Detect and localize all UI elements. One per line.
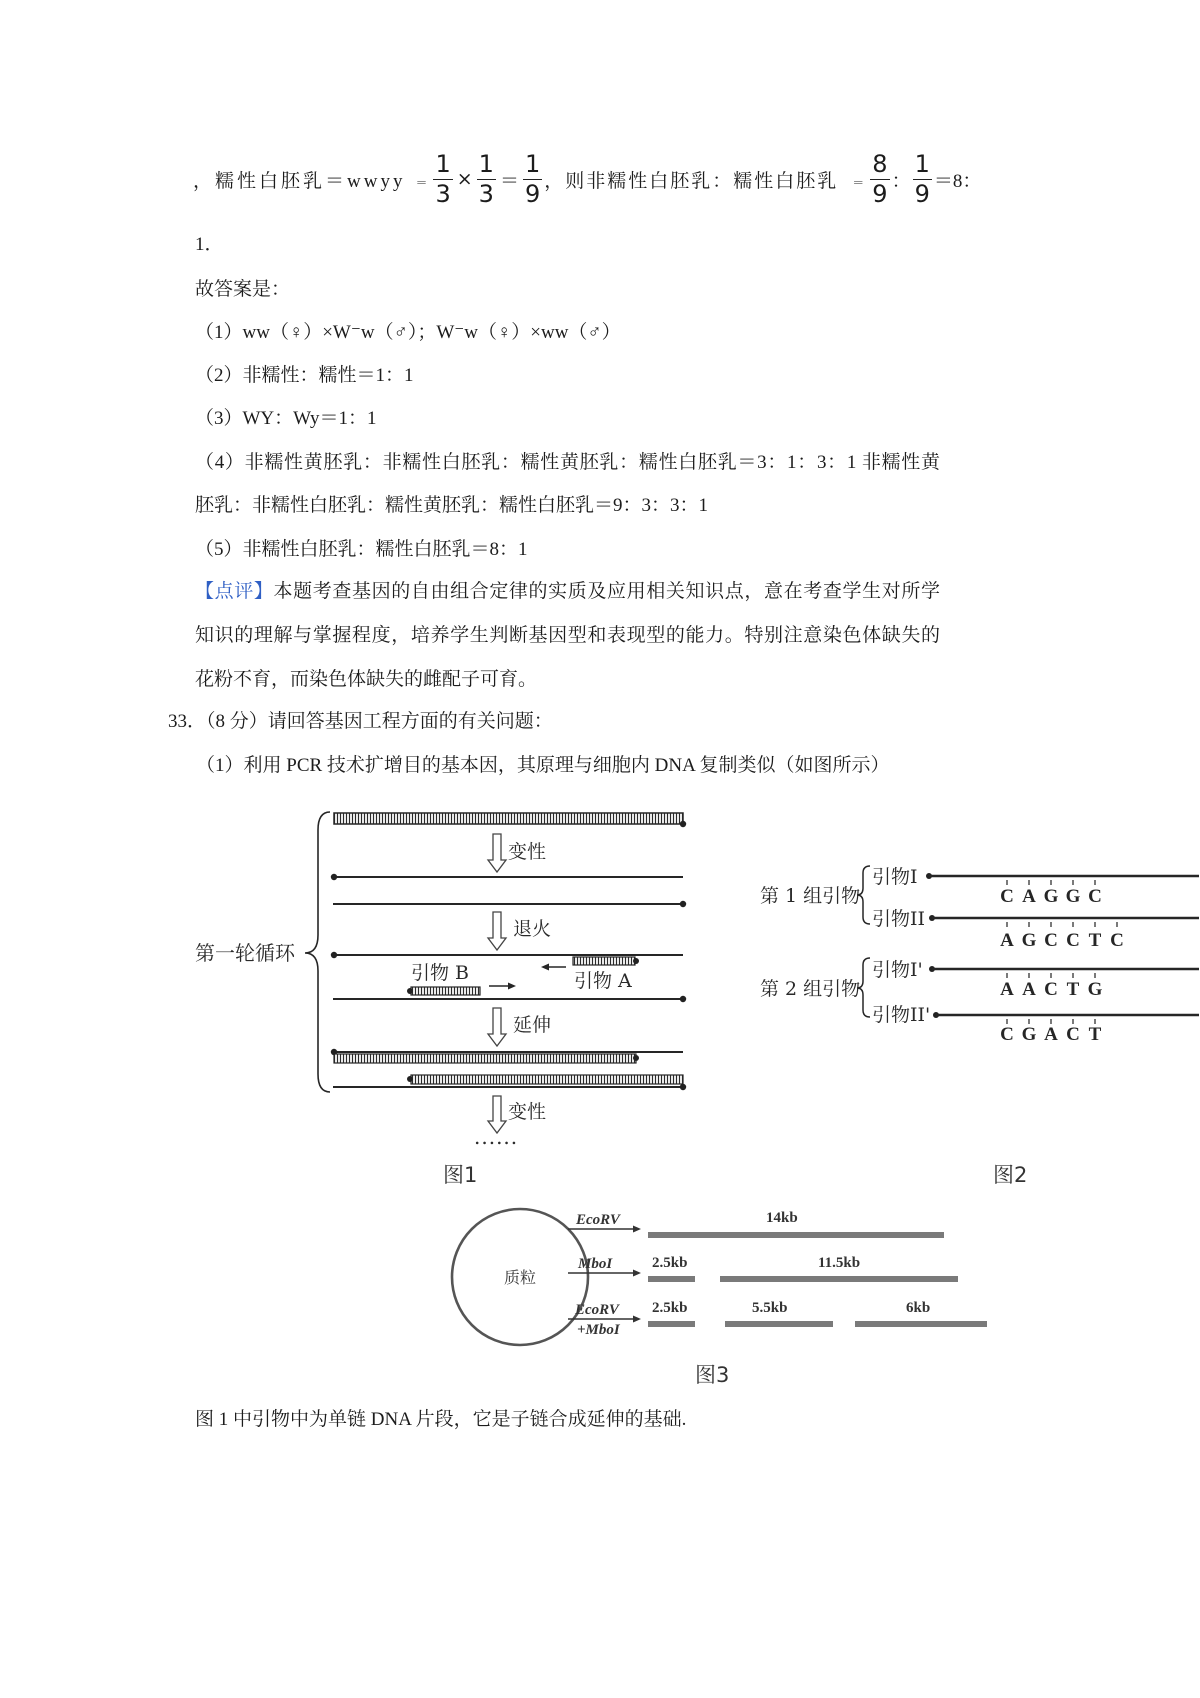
down-arrow-icon bbox=[488, 1008, 506, 1046]
fraction-a bbox=[433, 151, 452, 208]
equation-text-start: ，糯性白胚乳＝wwyy bbox=[193, 170, 406, 192]
figure-1-pcr-diagram bbox=[180, 800, 700, 1155]
review-tag: 【点评】 bbox=[195, 581, 274, 602]
primer-a-label: 引物 A bbox=[574, 970, 632, 992]
fraction-numerator: 8 bbox=[872, 149, 888, 178]
base-pair-ticks bbox=[1007, 973, 1095, 978]
figure-2-primer-groups bbox=[750, 850, 1200, 1050]
strand-end-dot bbox=[680, 821, 686, 827]
arrow-head-icon bbox=[633, 1226, 641, 1233]
group-1-label: 第 1 组引物 bbox=[760, 885, 861, 907]
fragment-bar bbox=[648, 1276, 695, 1282]
fraction-b bbox=[477, 151, 496, 208]
group-1-primer-1-sequence: CAGGC bbox=[1000, 886, 1102, 907]
answer-intro: 故答案是： bbox=[195, 279, 291, 300]
group-2-primer-1-label: 引物I' bbox=[872, 959, 923, 981]
answer-line-1: （1）ww（♀）×W⁻w（♂）；W⁻w（♀）×ww（♂） bbox=[195, 322, 621, 343]
fraction-numerator: 1 bbox=[914, 149, 930, 178]
review-line-1 bbox=[195, 580, 940, 604]
strand-end-dot bbox=[331, 874, 337, 880]
answer-line-5: （5）非糯性白胚乳：糯性白胚乳＝8：1 bbox=[195, 539, 528, 560]
answer-line-4: （4）非糯性黄胚乳：非糯性白胚乳：糯性黄胚乳：糯性白胚乳＝3：1：3：1 非糯性黄 bbox=[195, 452, 940, 473]
strand-end-dot bbox=[633, 958, 639, 964]
fraction-numerator: 1 bbox=[435, 149, 451, 178]
equals-sign: ＝ bbox=[499, 169, 519, 192]
step-extend-label: 延伸 bbox=[513, 1014, 552, 1036]
equals-small: ＝ bbox=[415, 175, 428, 190]
fragment-bar bbox=[648, 1321, 695, 1327]
group-2-primer-2-label: 引物II' bbox=[872, 1004, 931, 1026]
fragment-label: 2.5kb bbox=[652, 1255, 688, 1271]
question-33-after-figures: 图 1 中引物中为单链 DNA 片段，它是子链合成延伸的基础. bbox=[195, 1409, 687, 1430]
fragment-label: 11.5kb bbox=[818, 1255, 861, 1271]
fraction-denominator: 3 bbox=[435, 179, 451, 208]
group-2-brace bbox=[857, 958, 870, 1017]
fragment-label: 6kb bbox=[906, 1300, 931, 1316]
step-denature-label: 变性 bbox=[508, 841, 547, 863]
strand-end-dot bbox=[680, 1084, 686, 1090]
figure-1-caption: 图1 bbox=[443, 1163, 478, 1187]
strand-end-dot bbox=[680, 901, 686, 907]
fraction-denominator: 9 bbox=[872, 179, 888, 208]
digest-1-enzyme: EcoRV bbox=[576, 1212, 620, 1228]
base-pair-ticks bbox=[1007, 880, 1095, 885]
review-line-2: 知识的理解与掌握程度，培养学生判断基因型和表现型的能力。特别注意染色体缺失的 bbox=[195, 625, 940, 646]
plasmid-label: 质粒 bbox=[503, 1268, 537, 1287]
fraction-numerator: 1 bbox=[524, 149, 541, 178]
strand-end-dot bbox=[407, 1076, 413, 1082]
fragment-label: 5.5kb bbox=[752, 1300, 788, 1316]
fraction-denominator: 9 bbox=[524, 179, 541, 208]
strand-end-dot bbox=[680, 996, 686, 1002]
answer-line-2: （2）非糯性：糯性＝1：1 bbox=[195, 365, 414, 386]
group-1-primer-1-label: 引物I bbox=[872, 866, 918, 888]
primer-a bbox=[573, 957, 635, 965]
equation-text-middle: ，则非糯性白胚乳：糯性白胚乳 bbox=[544, 170, 839, 192]
fraction-denominator: 3 bbox=[478, 179, 494, 208]
times-sign: × bbox=[456, 168, 473, 190]
group-2-label: 第 2 组引物 bbox=[760, 978, 861, 1000]
down-arrow-icon bbox=[488, 834, 506, 872]
equation-text-end: ＝8： bbox=[933, 170, 982, 192]
strand-end-dot bbox=[407, 988, 413, 994]
digest-2-enzyme: MboI bbox=[578, 1256, 613, 1272]
fraction-e bbox=[913, 151, 932, 208]
fragment-label: 14kb bbox=[766, 1210, 798, 1226]
group-1-primer-2-label: 引物II bbox=[872, 908, 926, 930]
step-anneal-label: 退火 bbox=[513, 918, 552, 940]
double-strand-dna bbox=[334, 813, 683, 824]
digest-3-enzyme-top: EcoRV bbox=[575, 1302, 619, 1318]
group-1-primer-2-sequence: AGCCTC bbox=[1000, 930, 1124, 951]
equals-small: ＝ bbox=[852, 175, 865, 190]
primer-b-label: 引物 B bbox=[411, 962, 470, 984]
review-line-3: 花粉不育，而染色体缺失的雌配子可育。 bbox=[195, 669, 538, 690]
answer-line-3: （3）WY：Wy＝1：1 bbox=[195, 408, 377, 429]
fraction-numerator: 1 bbox=[478, 149, 494, 178]
answer-line-4-continued: 胚乳：非糯性白胚乳：糯性黄胚乳：糯性白胚乳＝9：3：3：1 bbox=[195, 495, 709, 516]
base-pair-ticks bbox=[1007, 922, 1117, 927]
fragment-label: 2.5kb bbox=[652, 1300, 688, 1316]
fraction-c bbox=[523, 151, 542, 208]
equation-continuation: 1． bbox=[195, 234, 224, 255]
new-strand bbox=[334, 1054, 636, 1063]
cycle-brace bbox=[305, 812, 330, 1092]
figure-3-plasmid-digest bbox=[440, 1195, 1000, 1360]
group-2-primer-2-sequence: CGACT bbox=[1000, 1024, 1102, 1045]
figure-3-caption: 图3 bbox=[695, 1363, 730, 1387]
strand-end-dot bbox=[633, 1055, 639, 1061]
primer-b bbox=[411, 987, 480, 995]
question-33-title: 33．（8 分）请回答基因工程方面的有关问题： bbox=[168, 711, 553, 732]
fragment-bar bbox=[648, 1232, 944, 1238]
cycle-label: 第一轮循环 bbox=[195, 941, 295, 965]
left-arrow-head bbox=[541, 964, 549, 971]
group-2-primer-1-sequence: AACTG bbox=[1000, 979, 1103, 1000]
down-arrow-icon bbox=[488, 912, 506, 950]
equation-line bbox=[193, 143, 981, 215]
digest-3-enzyme-bottom: +MboI bbox=[577, 1322, 620, 1338]
arrow-head-icon bbox=[633, 1270, 641, 1277]
fragment-bar bbox=[725, 1321, 833, 1327]
figure-2-caption: 图2 bbox=[993, 1163, 1028, 1187]
right-arrow-head bbox=[508, 983, 516, 990]
group-1-brace bbox=[857, 866, 870, 924]
review-text: 本题考查基因的自由组合定律的实质及应用相关知识点，意在考查学生对所学 bbox=[273, 581, 940, 602]
fraction-d bbox=[870, 151, 889, 208]
continuation-dots: ...... bbox=[474, 1125, 519, 1149]
fragment-bar bbox=[720, 1276, 958, 1282]
question-33-part-1: （1）利用 PCR 技术扩增目的基本因，其原理与细胞内 DNA 复制类似（如图所示） bbox=[196, 755, 890, 776]
fragment-bar bbox=[855, 1321, 987, 1327]
step-denature-2-label: 变性 bbox=[508, 1101, 547, 1123]
fraction-denominator: 9 bbox=[914, 179, 930, 208]
arrow-head-icon bbox=[633, 1316, 641, 1323]
new-strand bbox=[411, 1075, 683, 1084]
strand-end-dot bbox=[331, 952, 337, 958]
ratio-colon: ： bbox=[891, 170, 911, 192]
